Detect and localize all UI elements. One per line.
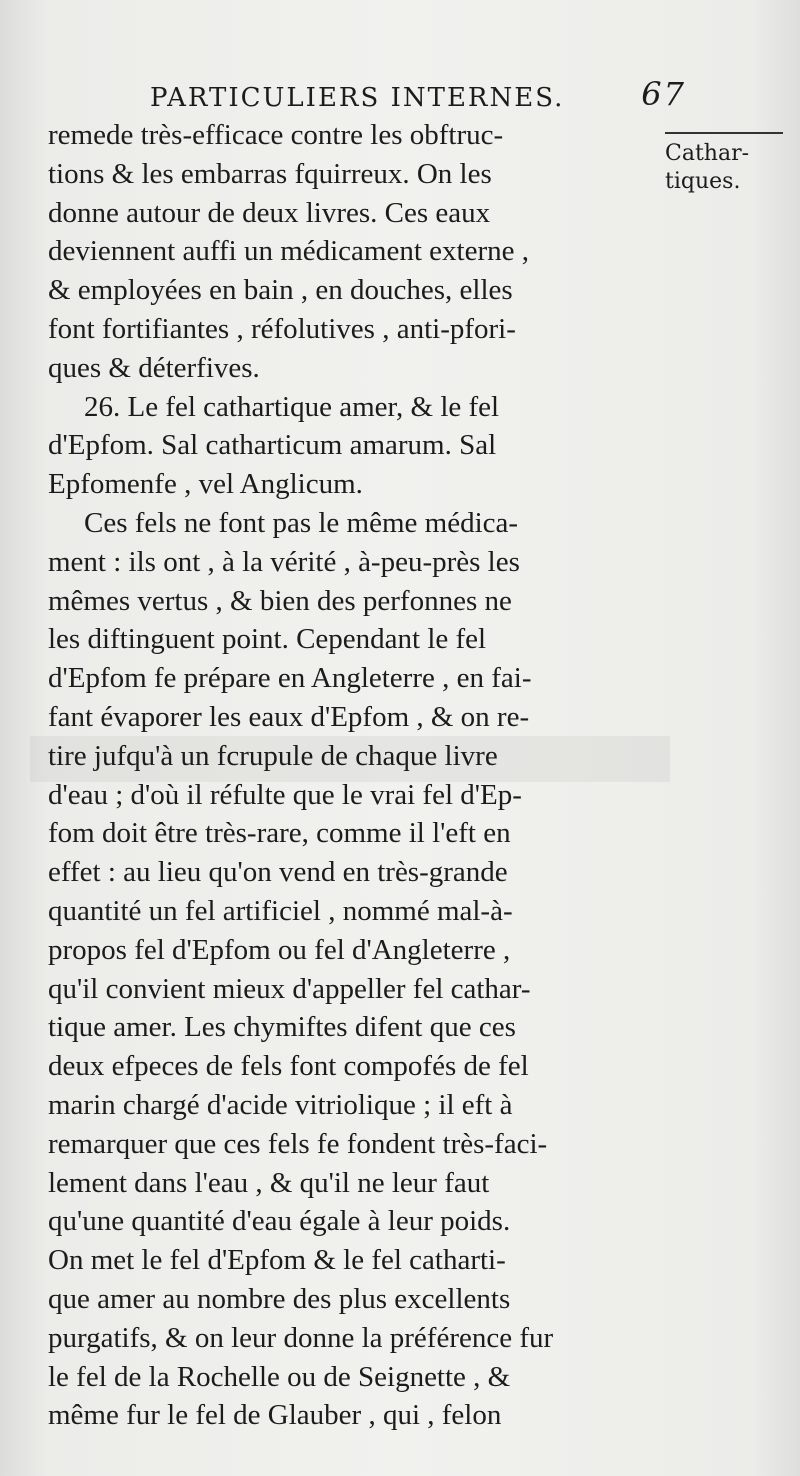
body-text xyxy=(48,116,654,1435)
text-line: propos fel d'Epfom ou fel d'Angleterre , xyxy=(48,933,511,966)
text-line: que amer au nombre des plus excellents xyxy=(48,1282,511,1315)
text-line: tire jufqu'à un fcrupule de chaque livre xyxy=(48,739,498,772)
text-line: & employées en bain , en douches, elles xyxy=(48,274,513,307)
running-title: PARTICULIERS INTERNES. xyxy=(150,83,565,113)
text-line: d'eau ; d'où il réfulte que le vrai fel d'Ep- xyxy=(48,778,522,811)
text-line: tique amer. Les chymiftes difent que ces xyxy=(48,1011,516,1044)
text-line: remede très-efficace contre les obftruc- xyxy=(48,119,504,151)
text-line: qu'il convient mieux d'appeller fel cathar- xyxy=(48,972,531,1005)
text-line: même fur le fel de Glauber , qui , felon xyxy=(48,1399,502,1432)
text-line: mêmes vertus , & bien des perfonnes ne xyxy=(48,584,512,617)
text-line: d'Epfom. Sal catharticum amarum. Sal xyxy=(48,429,497,462)
margin-note-text: Cathar- tiques. xyxy=(665,141,750,194)
running-header xyxy=(150,75,686,118)
text-line: quantité un fel artificiel , nommé mal-à- xyxy=(48,894,513,927)
margin-rule xyxy=(665,132,783,134)
text-line: le fel de la Rochelle ou de Seignette , & xyxy=(48,1360,511,1393)
text-line: donne autour de deux livres. Ces eaux xyxy=(48,196,491,229)
section-heading-line: 26. Le fel cathartique amer, & le fel xyxy=(84,390,500,423)
text-line: les diftinguent point. Cependant le fel xyxy=(48,623,487,656)
text-line: purgatifs, & on leur donne la préférence fur xyxy=(48,1321,554,1354)
text-line: lement dans l'eau , & qu'il ne leur faut xyxy=(48,1166,490,1199)
text-line: remarquer que ces fels fe fondent très-faci- xyxy=(48,1127,548,1160)
text-line: effet : au lieu qu'on vend en très-grande xyxy=(48,856,508,889)
text-line: font fortifiantes , réfolutives , anti-pfori- xyxy=(48,312,516,345)
margin-note xyxy=(665,124,795,196)
text-line: fom doit être très-rare, comme il l'eft en xyxy=(48,817,511,850)
text-line: On met le fel d'Epfom & le fel catharti- xyxy=(48,1244,506,1277)
text-line: Epfomenfe , vel Anglicum. xyxy=(48,468,363,501)
paragraph-start-line: Ces fels ne font pas le même médica- xyxy=(84,506,519,539)
text-line: qu'une quantité d'eau égale à leur poids. xyxy=(48,1205,511,1238)
text-line: marin chargé d'acide vitriolique ; il eft à xyxy=(48,1088,513,1121)
page-number: 67 xyxy=(641,75,686,113)
text-line: fant évaporer les eaux d'Epfom , & on re- xyxy=(48,700,530,733)
text-line: deux efpeces de fels font compofés de fel xyxy=(48,1050,529,1083)
text-line: ment : ils ont , à la vérité , à-peu-près les xyxy=(48,545,520,578)
text-line: d'Epfom fe prépare en Angleterre , en fai- xyxy=(48,662,532,695)
text-line: tions & les embarras fquirreux. On les xyxy=(48,157,492,190)
text-line: deviennent auffi un médicament externe , xyxy=(48,235,529,268)
text-line: ques & déterfives. xyxy=(48,351,260,384)
